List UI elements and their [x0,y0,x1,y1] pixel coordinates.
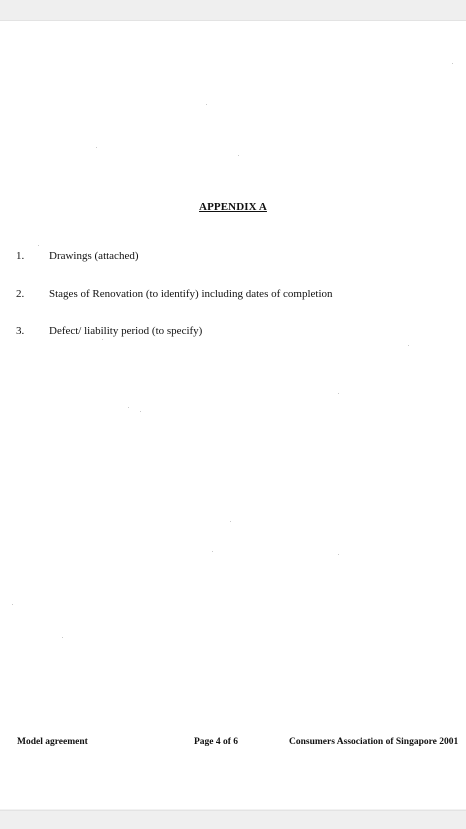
scan-speck [408,345,409,346]
scan-speck [62,637,63,638]
list-item-number: 1. [16,250,25,262]
list-item-number: 3. [16,325,25,337]
document-page [0,21,466,809]
footer-right: Consumers Association of Singapore 2001 [289,737,459,747]
scan-speck [128,407,129,408]
scan-speck [212,551,213,552]
bottom-viewer-bar [0,810,466,829]
scan-speck [452,63,453,64]
list-item-text: Stages of Renovation (to identify) including dates of completion [49,288,333,300]
scan-speck [206,104,207,105]
footer-left: Model agreement [17,737,88,747]
list-item-text: Defect/ liability period (to specify) [49,325,203,337]
scan-speck [230,521,231,522]
list-item-number: 2. [16,288,25,300]
top-viewer-bar [0,0,466,21]
scan-speck [338,554,339,555]
scan-speck [12,604,13,605]
footer-page-number: Page 4 of 6 [194,737,239,747]
scan-speck [140,411,141,412]
scan-speck [102,339,103,340]
scan-speck [38,245,39,246]
appendix-title: APPENDIX A [199,201,267,213]
scan-speck [96,147,97,148]
scan-speck [338,393,339,394]
list-item-text: Drawings (attached) [49,250,139,262]
scan-speck [238,155,239,156]
